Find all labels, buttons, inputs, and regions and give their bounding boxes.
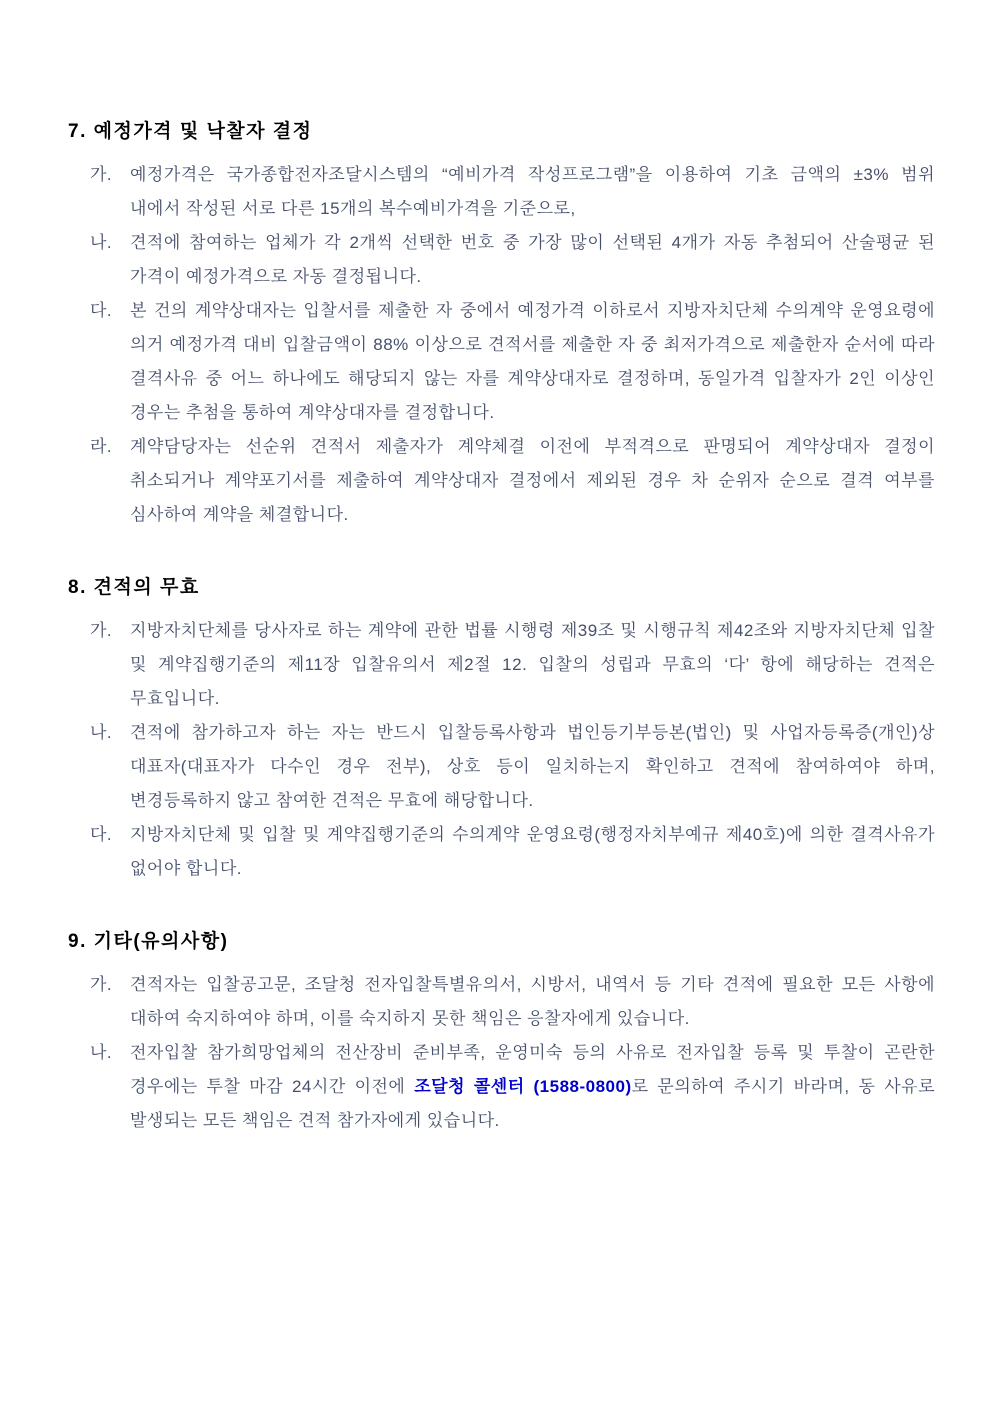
item-text-segment: 전자입찰 참가희망업체의 전산장비 준비부족, 운영미숙 등의 사유로 전자입찰 등록 및 투찰이 곤란한 경우에는 투찰 마감 24시간 이전에 [130,1043,935,1096]
list-item [68,158,935,226]
section-heading: 8. 견적의 무효 [68,577,200,598]
item-label: 나. [90,1043,113,1062]
section-invalid-estimates [68,572,935,886]
item-label: 라. [90,437,113,456]
list-item [68,614,935,716]
section-heading: 7. 예정가격 및 낙찰자 결정 [68,121,313,142]
item-text: 견적에 참여하는 업체가 각 2개씩 선택한 번호 중 가장 많이 선택된 4개가 자동 추첨되어 산술평균 된 가격이 예정가격으로 자동 결정됩니다. [130,233,935,286]
list-item [68,226,935,294]
item-text: 계약담당자는 선순위 견적서 제출자가 계약체결 이전에 부적격으로 판명되어 계약상대자 결정이 취소되거나 계약포기서를 제출하여 계약상대자 결정에서 제외된 경우 차 순위자 순으로 결격 여부를 심사하여 계약을 체결합니다. [130,437,935,524]
item-text: 지방자치단체 및 입찰 및 계약집행기준의 수의계약 운영요령(행정자치부예규 제40호)에 의한 결격사유가 없어야 합니다. [130,825,935,878]
item-text: 견적에 참가하고자 하는 자는 반드시 입찰등록사항과 법인등기부등본(법인) 및 사업자등록증(개인)상 대표자(대표자가 다수인 경우 전부), 상호 등이 일치하는지 확인하고 견적에 참여하여야 하며, 변경등록하지 않고 참여한 견적은 무효에 해당합니다. [130,723,935,810]
section-other-notes [68,926,935,1138]
item-label: 가. [90,165,113,184]
item-text: 본 건의 계약상대자는 입찰서를 제출한 자 중에서 예정가격 이하로서 지방자치단체 수의계약 운영요령에 의거 예정가격 대비 입찰금액이 88% 이상으로 견적서를 제출한 자 중 최저가격으로 제출한자 순서에 따라 결격사유 중 어느 하나에도 해당되지 않는 자를 계약상대자로 결정하며, 동일가격 입찰자가 2인 이상인 경우는 추첨을 통하여 계약상대자를 결정합니다. [130,301,935,422]
list-item [68,1036,935,1138]
list-item [68,430,935,532]
item-text: 지방자치단체를 당사자로 하는 계약에 관한 법률 시행령 제39조 및 시행규칙 제42조와 지방자치단체 입찰 및 계약집행기준의 제11장 입찰유의서 제2절 12. 입찰의 성립과 무효의 ‘다’ 항에 해당하는 견적은 무효입니다. [130,621,935,708]
list-item [68,716,935,818]
list-item [68,818,935,886]
section-estimated-price-and-winner [68,116,935,532]
item-label: 나. [90,723,113,742]
item-label: 가. [90,975,113,994]
list-item [68,294,935,430]
section-heading: 9. 기타(유의사항) [68,931,229,952]
item-label: 다. [90,301,113,320]
item-text: 예정가격은 국가종합전자조달시스템의 “예비가격 작성프로그램”을 이용하여 기초 금액의 ±3% 범위 내에서 작성된 서로 다른 15개의 복수예비가격을 기준으로, [130,165,935,218]
item-label: 나. [90,233,113,252]
item-text: 견적자는 입찰공고문, 조달청 전자입찰특별유의서, 시방서, 내역서 등 기타 견적에 필요한 모든 사항에 대하여 숙지하여야 하며, 이를 숙지하지 못한 책임은 응찰자에게 있습니다. [130,975,935,1028]
item-label: 가. [90,621,113,640]
procurement-call-center-highlight: 조달청 콜센터 (1588-0800) [414,1077,632,1096]
item-text [130,1036,935,1138]
list-item [68,968,935,1036]
item-label: 다. [90,825,113,844]
item-text-segment: 로 문의하여 주시기 바라며, 동 사유로 발생되는 모든 책임은 견적 참가자에게 있습니다. [130,1077,936,1130]
